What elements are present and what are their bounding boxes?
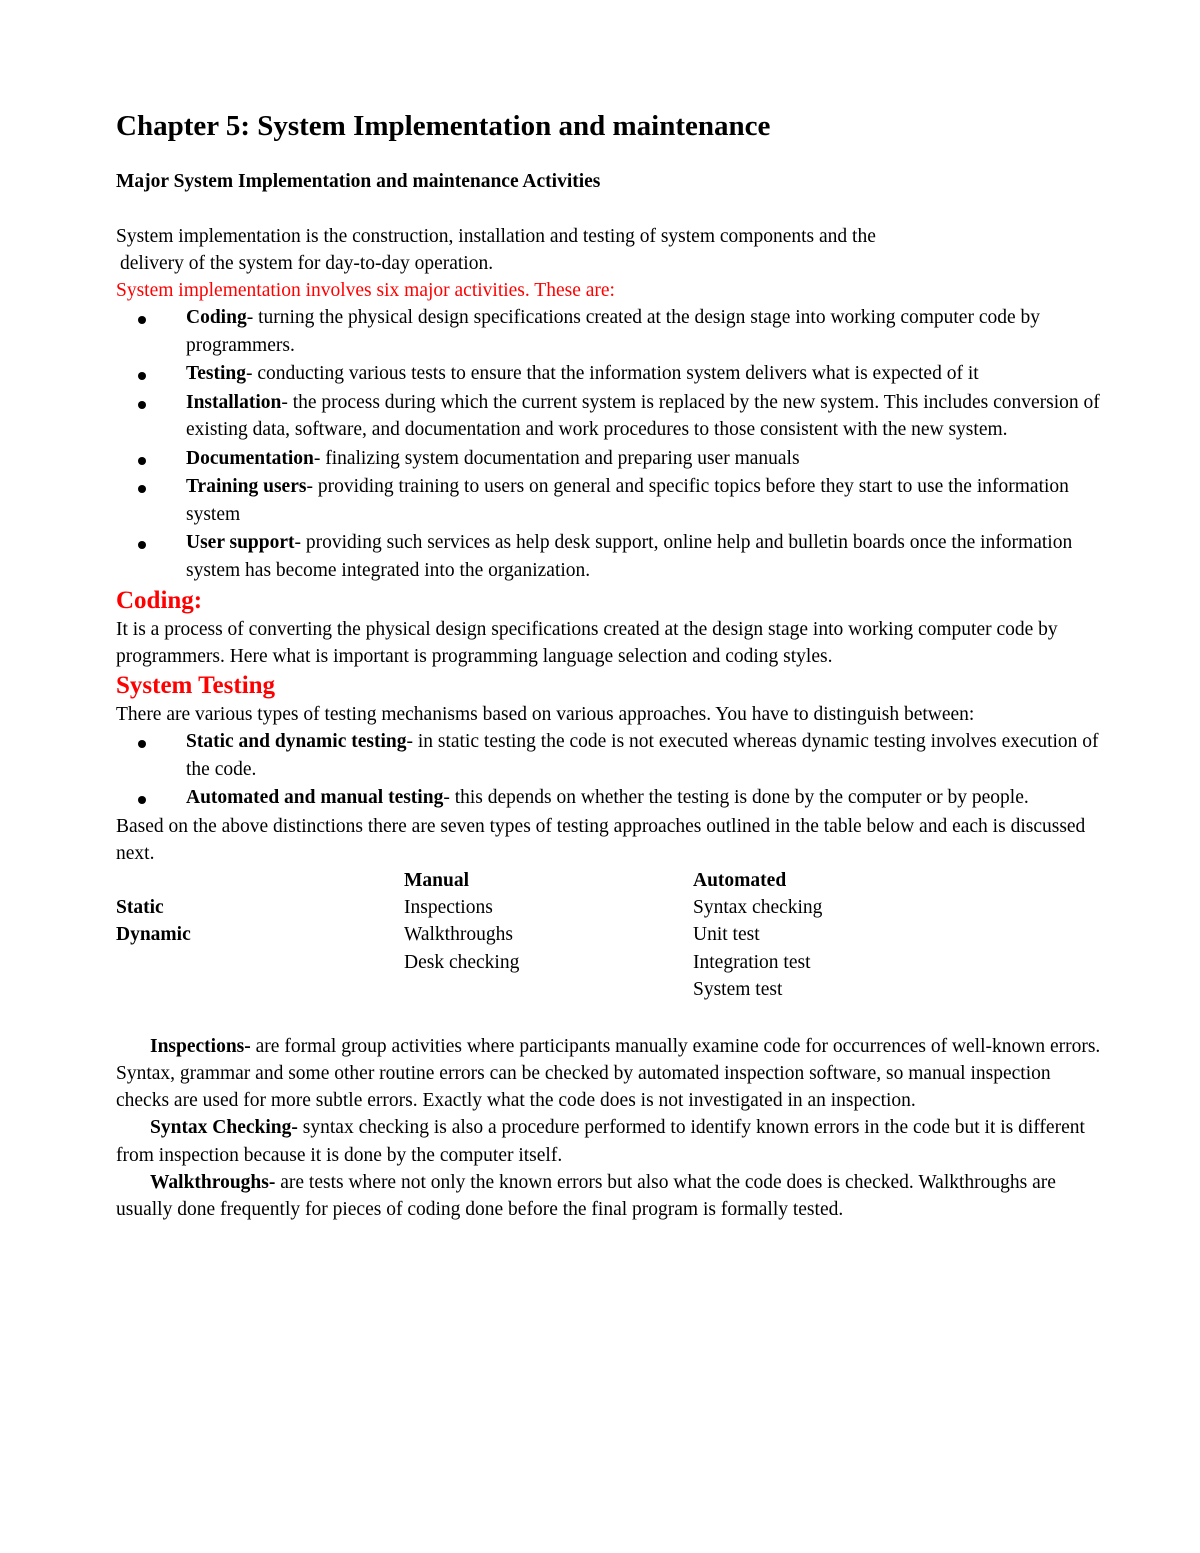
bullet-icon <box>138 541 146 549</box>
activity-term: User support <box>186 532 295 553</box>
testing-approaches-table <box>116 867 1106 1007</box>
activity-term: Installation <box>186 391 282 413</box>
table-header-cell: Automated <box>693 869 787 891</box>
activity-term: Coding <box>186 307 247 328</box>
testing-term: Static and dynamic testing <box>186 731 407 752</box>
definition-term: Syntax Checking- <box>150 1117 298 1139</box>
section-subtitle: Major System Implementation and maintenance Activities <box>116 171 601 192</box>
testing-paragraph: There are various types of testing mechanisms based on various approaches. You have to distinguish between: <box>116 704 975 725</box>
table-cell: System test <box>693 979 783 1000</box>
definition-desc: are tests where not only the known errors but also what the code does is checked. Walkthroughs are usually done frequently for pieces of coding done before the final program is formally tested. <box>116 1171 1056 1221</box>
table-row-label: Dynamic <box>116 924 191 945</box>
activity-desc: - turning the physical design specifications created at the design stage into working computer code by programmers. <box>186 307 1041 356</box>
definition-paragraph <box>116 1114 1106 1169</box>
activity-term: Testing <box>186 363 246 384</box>
list-item <box>116 304 1106 359</box>
testing-desc: - this depends on whether the testing is done by the computer or by people. <box>443 787 1029 808</box>
intro-red-line: System implementation involves six major activities. These are: <box>116 280 615 301</box>
bullet-icon <box>138 401 146 409</box>
table-row-label: Static <box>116 896 164 918</box>
activity-term: Documentation <box>186 447 314 469</box>
table-cell: Integration test <box>693 951 811 973</box>
coding-paragraph: It is a process of converting the physical design specifications created at the design stage into working computer code by programmers. Here what is important is programming language selection and coding styles. <box>116 619 1058 667</box>
testing-heading: System Testing <box>116 672 276 699</box>
list-item <box>116 473 1106 528</box>
activity-desc: - providing training to users on general and specific topics before they start to use the information system <box>186 476 1069 525</box>
bullet-icon <box>138 485 146 493</box>
definition-paragraph <box>116 1169 1106 1224</box>
activity-desc: - conducting various tests to ensure that the information system delivers what is expected of it <box>245 363 979 384</box>
activity-desc: - finalizing system documentation and preparing user manuals <box>313 447 800 469</box>
testing-term: Automated and manual testing <box>186 787 444 808</box>
activities-list <box>116 304 1106 584</box>
activity-desc: - the process during which the current system is replaced by the new system. This includes conversion of existing data, software, and documentation and work procedures to those consistent with the new system. <box>186 391 1100 440</box>
table-cell: Unit test <box>693 924 760 945</box>
table-cell: Walkthroughs <box>404 924 513 945</box>
bullet-icon <box>138 316 146 324</box>
list-item <box>116 728 1106 783</box>
bullet-icon <box>138 796 146 804</box>
definition-desc: syntax checking is also a procedure performed to identify known errors in the code but it is different from inspection because it is done by the computer itself. <box>116 1117 1085 1166</box>
bullet-icon <box>138 457 146 465</box>
table-header-cell: Manual <box>404 869 470 891</box>
list-item <box>116 445 1106 473</box>
definition-desc: are formal group activities where participants manually examine code for occurrences of well-known errors. Syntax, grammar and some other routine errors can be checked by automated inspection software, so manual inspection checks are used for more subtle errors. Exactly what the code does is not investigated in an inspection. <box>116 1035 1101 1112</box>
list-item <box>116 389 1106 444</box>
table-intro-paragraph: Based on the above distinctions there are seven types of testing approaches outlined in the table below and each is discussed next. <box>116 815 1086 864</box>
activity-term: Training users <box>186 476 307 497</box>
table-cell: Desk checking <box>404 951 520 973</box>
intro-line-1: System implementation is the construction, installation and testing of system components and the <box>116 226 876 247</box>
table-row <box>116 921 1106 948</box>
intro-line-2: delivery of the system for day-to-day operation. <box>120 253 494 274</box>
table-cell: Inspections <box>404 896 493 918</box>
table-row <box>116 894 1106 921</box>
definition-term: Inspections- <box>150 1035 251 1057</box>
list-item <box>116 529 1106 584</box>
document-page <box>116 108 1106 1224</box>
table-row <box>116 949 1106 976</box>
definition-term: Walkthroughs- <box>150 1171 276 1193</box>
list-item <box>116 784 1106 812</box>
testing-desc: - in static testing the code is not executed whereas dynamic testing involves execution of the code. <box>186 731 1099 780</box>
page-title: Chapter 5: System Implementation and maintenance <box>116 110 771 142</box>
table-header-row <box>116 867 1106 894</box>
intro-paragraph <box>116 223 1106 304</box>
table-cell: Syntax checking <box>693 896 823 918</box>
activity-desc: - providing such services as help desk support, online help and bulletin boards once the information system has become integrated into the organization. <box>186 532 1073 581</box>
list-item <box>116 360 1106 388</box>
bullet-icon <box>138 740 146 748</box>
definition-paragraph <box>116 1033 1106 1115</box>
coding-heading: Coding: <box>116 587 203 614</box>
table-row <box>116 976 1106 1003</box>
testing-types-list <box>116 728 1106 812</box>
bullet-icon <box>138 372 146 380</box>
